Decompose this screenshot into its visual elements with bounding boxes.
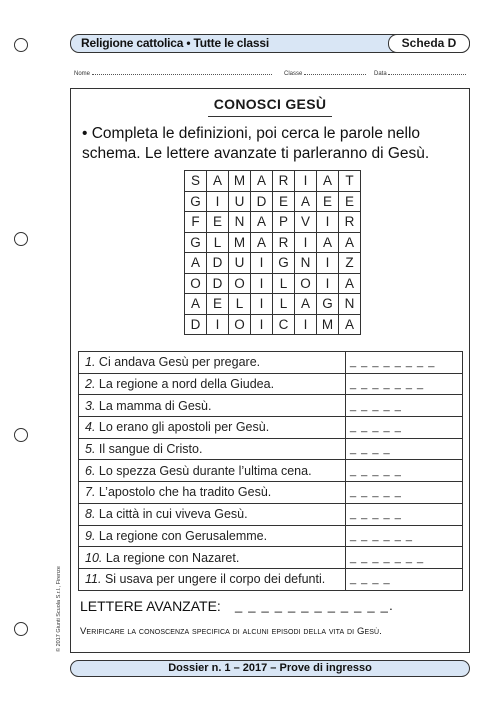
grid-cell[interactable]: E — [207, 294, 229, 315]
grid-cell[interactable]: A — [295, 294, 317, 315]
definition-number: 4. — [85, 420, 96, 435]
grid-row — [185, 273, 361, 294]
definition-row — [79, 417, 463, 439]
grid-cell[interactable]: I — [295, 171, 317, 192]
grid-cell[interactable]: D — [207, 273, 229, 294]
grid-cell[interactable]: R — [339, 212, 361, 233]
grid-cell[interactable]: G — [273, 253, 295, 274]
grid-cell[interactable]: A — [185, 294, 207, 315]
definition-text-cell — [79, 438, 346, 460]
grid-cell[interactable]: Z — [339, 253, 361, 274]
grid-cell[interactable]: I — [251, 273, 273, 294]
answer-blank[interactable]: _ _ _ _ _ — [346, 482, 463, 504]
grid-cell[interactable]: G — [317, 294, 339, 315]
grid-cell[interactable]: A — [339, 273, 361, 294]
definition-row — [79, 460, 463, 482]
date-label: Data — [374, 71, 387, 77]
header-bar — [70, 34, 470, 53]
definition-text-cell — [79, 395, 346, 417]
grid-cell[interactable]: M — [317, 314, 339, 335]
answer-blank[interactable]: _ _ _ _ _ _ — [346, 525, 463, 547]
grid-cell[interactable]: A — [185, 253, 207, 274]
grid-cell[interactable]: I — [251, 294, 273, 315]
definition-row — [79, 395, 463, 417]
grid-cell[interactable]: G — [185, 191, 207, 212]
page-title: CONOSCI GESÙ — [213, 96, 327, 112]
definition-row — [79, 438, 463, 460]
binder-hole-2 — [14, 232, 28, 246]
definition-text-cell — [79, 373, 346, 395]
grid-cell[interactable]: O — [295, 273, 317, 294]
answer-blank[interactable]: _ _ _ _ — [346, 438, 463, 460]
grid-cell[interactable]: T — [339, 171, 361, 192]
grid-row — [185, 232, 361, 253]
definition-text-cell — [79, 525, 346, 547]
grid-cell[interactable]: O — [185, 273, 207, 294]
instructions: • Completa le definizioni, poi cerca le parole nello schema. Le lettere avanzate ti parleranno di Gesù. — [82, 125, 430, 162]
worksheet-badge: Scheda D — [388, 34, 470, 53]
grid-cell[interactable]: D — [207, 253, 229, 274]
grid-cell[interactable]: M — [229, 171, 251, 192]
grid-cell[interactable]: C — [273, 314, 295, 335]
grid-cell[interactable]: I — [317, 273, 339, 294]
definition-text: L’apostolo che ha tradito Gesù. — [98, 485, 272, 500]
grid-cell[interactable]: L — [273, 294, 295, 315]
definition-number: 9. — [85, 528, 96, 543]
definition-number: 6. — [85, 463, 96, 478]
grid-cell[interactable]: U — [229, 191, 251, 212]
definition-number: 2. — [85, 377, 96, 392]
definition-number: 3. — [85, 398, 96, 413]
name-field[interactable] — [74, 68, 272, 77]
class-field[interactable] — [284, 68, 366, 77]
grid-cell[interactable]: L — [273, 273, 295, 294]
definition-text: La regione a nord della Giudea. — [98, 377, 275, 392]
definition-number: 8. — [85, 507, 96, 522]
grid-cell[interactable]: I — [295, 314, 317, 335]
definition-row — [79, 352, 463, 374]
teacher-note: Verificare la conoscenza specifica di alcuni episodi della vita di Gesù. — [80, 626, 382, 637]
definition-text-cell — [79, 460, 346, 482]
grid-cell[interactable]: O — [229, 273, 251, 294]
binder-hole-3 — [14, 428, 28, 442]
grid-cell[interactable]: N — [339, 294, 361, 315]
definition-text: Ci andava Gesù per pregare. — [98, 355, 261, 370]
grid-cell[interactable]: E — [207, 212, 229, 233]
definitions-table — [78, 351, 463, 591]
binder-hole-4 — [14, 622, 28, 636]
title-underline — [208, 116, 332, 117]
answer-blank[interactable]: _ _ _ _ — [346, 568, 463, 590]
definition-number: 7. — [85, 485, 96, 500]
grid-cell[interactable]: L — [229, 294, 251, 315]
definition-number: 1. — [85, 355, 96, 370]
name-label: Nome — [74, 71, 91, 77]
grid-cell[interactable]: I — [207, 191, 229, 212]
definition-text-cell — [79, 568, 346, 590]
answer-blank[interactable]: _ _ _ _ _ _ _ — [346, 547, 463, 569]
grid-cell[interactable]: A — [251, 212, 273, 233]
answer-blank[interactable]: _ _ _ _ _ — [346, 460, 463, 482]
grid-cell[interactable]: E — [273, 191, 295, 212]
grid-cell[interactable]: A — [339, 232, 361, 253]
definition-row — [79, 525, 463, 547]
grid-cell[interactable]: A — [339, 314, 361, 335]
grid-cell[interactable]: L — [207, 232, 229, 253]
definition-row — [79, 373, 463, 395]
definition-text: La mamma di Gesù. — [98, 398, 212, 413]
definition-row — [79, 503, 463, 525]
definition-row — [79, 482, 463, 504]
grid-cell[interactable]: D — [185, 314, 207, 335]
grid-cell[interactable]: S — [185, 171, 207, 192]
answer-blank[interactable]: _ _ _ _ _ _ _ — [346, 373, 463, 395]
definition-row — [79, 547, 463, 569]
grid-row — [185, 253, 361, 274]
answer-blank[interactable]: _ _ _ _ _ — [346, 417, 463, 439]
grid-row — [185, 212, 361, 233]
definition-text: Lo erano gli apostoli per Gesù. — [98, 420, 270, 435]
grid-cell[interactable]: O — [229, 314, 251, 335]
grid-cell[interactable]: N — [229, 212, 251, 233]
grid-cell[interactable]: I — [207, 314, 229, 335]
definition-number: 11. — [85, 572, 102, 587]
grid-cell[interactable]: A — [295, 191, 317, 212]
grid-row — [185, 171, 361, 192]
grid-row — [185, 191, 361, 212]
binder-hole-1 — [14, 38, 28, 52]
grid-cell[interactable]: A — [317, 232, 339, 253]
answer-blank[interactable]: _ _ _ _ _ — [346, 395, 463, 417]
grid-cell[interactable]: I — [317, 253, 339, 274]
definition-text: Si usava per ungere il corpo dei defunti. — [104, 572, 326, 587]
grid-cell[interactable]: F — [185, 212, 207, 233]
copyright: © 2017 Giunti Scuola S.r.l., Firenze — [56, 566, 62, 652]
date-field[interactable] — [374, 68, 466, 77]
definition-text-cell — [79, 482, 346, 504]
grid-cell[interactable]: A — [317, 171, 339, 192]
grid-cell[interactable]: E — [317, 191, 339, 212]
grid-cell[interactable]: I — [251, 314, 273, 335]
grid-cell[interactable]: I — [295, 232, 317, 253]
answer-blank[interactable]: _ _ _ _ _ — [346, 503, 463, 525]
grid-cell[interactable]: A — [207, 171, 229, 192]
grid-cell[interactable]: R — [273, 171, 295, 192]
leftover-label: LETTERE AVANZATE: — [80, 598, 221, 614]
footer-bar: Dossier n. 1 – 2017 – Prove di ingresso — [70, 660, 470, 677]
answer-blank[interactable]: _ _ _ _ _ _ _ _ — [346, 352, 463, 374]
definition-text-cell — [79, 352, 346, 374]
definition-text-cell — [79, 503, 346, 525]
grid-cell[interactable]: I — [317, 212, 339, 233]
grid-cell[interactable]: M — [229, 232, 251, 253]
grid-cell[interactable]: N — [295, 253, 317, 274]
grid-cell[interactable]: A — [251, 171, 273, 192]
grid-row — [185, 314, 361, 335]
definition-text: Il sangue di Cristo. — [98, 442, 203, 457]
grid-cell[interactable]: G — [185, 232, 207, 253]
grid-cell[interactable]: D — [251, 191, 273, 212]
definition-text: La città in cui viveva Gesù. — [98, 507, 248, 522]
definition-text: La regione con Nazaret. — [105, 550, 240, 565]
class-label: Classe — [284, 71, 303, 77]
definition-text: Lo spezza Gesù durante l’ultima cena. — [98, 463, 312, 478]
grid-cell[interactable]: I — [251, 253, 273, 274]
definition-text-cell — [79, 547, 346, 569]
grid-cell[interactable]: P — [273, 212, 295, 233]
header-title: Religione cattolica • Tutte le classi — [81, 36, 269, 50]
definition-row — [79, 568, 463, 590]
word-search-grid — [184, 170, 361, 335]
grid-cell[interactable]: U — [229, 253, 251, 274]
grid-cell[interactable]: A — [251, 232, 273, 253]
grid-cell[interactable]: E — [339, 191, 361, 212]
definition-number: 10. — [85, 550, 103, 565]
grid-cell[interactable]: R — [273, 232, 295, 253]
grid-row — [185, 294, 361, 315]
definition-text: La regione con Gerusalemme. — [98, 528, 268, 543]
grid-cell[interactable]: V — [295, 212, 317, 233]
leftover-blanks[interactable]: _ _ _ _ _ _ _ _ _ _ _ _. — [235, 598, 394, 613]
definition-text-cell — [79, 417, 346, 439]
definition-number: 5. — [85, 442, 96, 457]
